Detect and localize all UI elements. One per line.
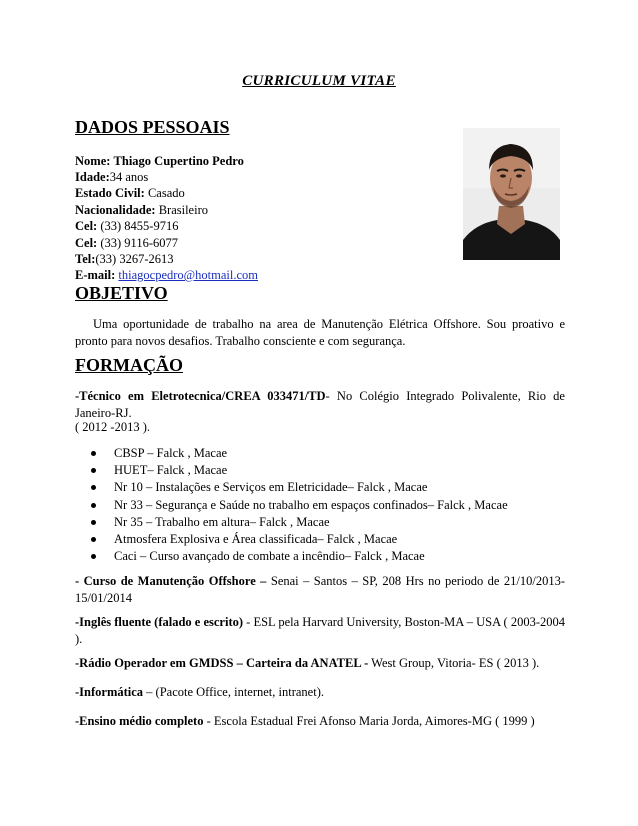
english-details: - ESL pela Harvard University, Boston-MA – USA ( 2003-2004 ). <box>75 615 565 646</box>
email-line <box>75 268 258 283</box>
tel-line <box>75 252 174 267</box>
radio-details: West Group, Vitoria- ES ( 2013 ). <box>368 656 540 670</box>
course-list <box>88 445 508 565</box>
list-item: Nr 35 – Trabalho em altura– Falck , Macae <box>88 514 508 531</box>
offshore-details: Senai – Santos – SP, 208 Hrs no periodo de 21/10/2013-15/01/2014 <box>75 574 565 605</box>
list-item: Caci – Curso avançado de combate a incêndio– Falck , Macae <box>88 548 508 565</box>
highschool-course <box>75 714 535 729</box>
name-line <box>75 154 244 169</box>
tel-value: (33) 3267-2613 <box>95 252 174 266</box>
technical-title: -Técnico em Eletrotecnica/CREA 033471/TD <box>75 389 326 403</box>
civil-label: Estado Civil: <box>75 186 145 200</box>
objective-text: Uma oportunidade de trabalho na area de Manutenção Elétrica Offshore. Sou proativo e pronto para novos desafios. Trabalho consciente e com segurança. <box>75 317 565 348</box>
cel1-value: (33) 8455-9716 <box>100 219 179 233</box>
email-label: E-mail: <box>75 268 116 282</box>
english-course <box>75 614 565 648</box>
cel2-value: (33) 9116-6077 <box>100 236 178 250</box>
age-line <box>75 170 148 185</box>
list-item: Nr 33 – Segurança e Saúde no trabalho em espaços confinados– Falck , Macae <box>88 497 508 514</box>
objective-heading: OBJETIVO <box>75 283 168 303</box>
nationality-label: Nacionalidade: <box>75 203 156 217</box>
name-label: Nome: <box>75 154 111 168</box>
bullet-icon <box>91 485 96 490</box>
list-item: CBSP – Falck , Macae <box>88 445 508 462</box>
civil-status-line <box>75 186 185 201</box>
technical-details: - No Colégio Integrado Polivalente, Rio de Janeiro-RJ. <box>75 389 565 420</box>
bullet-icon <box>91 468 96 473</box>
civil-value: Casado <box>147 186 185 200</box>
name-value: Thiago Cupertino Pedro <box>113 154 244 168</box>
email-link[interactable]: thiagocpedro@hotmail.com <box>118 268 259 282</box>
list-item: HUET– Falck , Macae <box>88 462 508 479</box>
bullet-icon <box>91 520 96 525</box>
nationality-line <box>75 203 208 218</box>
nationality-value: Brasileiro <box>158 203 208 217</box>
age-label: Idade: <box>75 170 110 184</box>
cel2-line <box>75 236 178 251</box>
bullet-icon <box>91 451 96 456</box>
technical-period: ( 2012 -2013 ). <box>75 420 150 434</box>
age-value: 34 anos <box>109 170 149 184</box>
bullet-icon <box>91 503 96 508</box>
bullet-icon <box>91 554 96 559</box>
radio-title: -Rádio Operador em GMDSS – Carteira da ANATEL - <box>75 656 369 670</box>
cel2-label: Cel: <box>75 236 98 250</box>
technical-course <box>75 388 565 422</box>
highschool-title: -Ensino médio completo <box>75 714 204 728</box>
tel-label: Tel: <box>75 252 96 266</box>
highschool-details: - Escola Estadual Frei Afonso Maria Jorda, Aimores-MG ( 1999 ) <box>203 714 535 728</box>
english-title: -Inglês fluente (falado e escrito) <box>75 615 244 629</box>
offshore-title: - Curso de Manutenção Offshore – <box>75 574 267 588</box>
radio-course <box>75 656 539 671</box>
cel1-line <box>75 219 178 234</box>
it-course <box>75 685 324 700</box>
offshore-course <box>75 573 565 607</box>
document-title: CURRICULUM VITAE <box>242 73 396 89</box>
cel1-label: Cel: <box>75 219 98 233</box>
education-heading: FORMAÇÃO <box>75 355 183 375</box>
it-details: – (Pacote Office, internet, intranet). <box>143 685 324 699</box>
bullet-icon <box>91 537 96 542</box>
profile-photo <box>463 128 560 260</box>
portrait-image <box>463 128 560 260</box>
it-title: -Informática <box>75 685 144 699</box>
list-item: Atmosfera Explosiva e Área classificada– Falck , Macae <box>88 531 508 548</box>
personal-data-heading: DADOS PESSOAIS <box>75 117 230 137</box>
list-item: Nr 10 – Instalações e Serviços em Eletricidade– Falck , Macae <box>88 479 508 496</box>
